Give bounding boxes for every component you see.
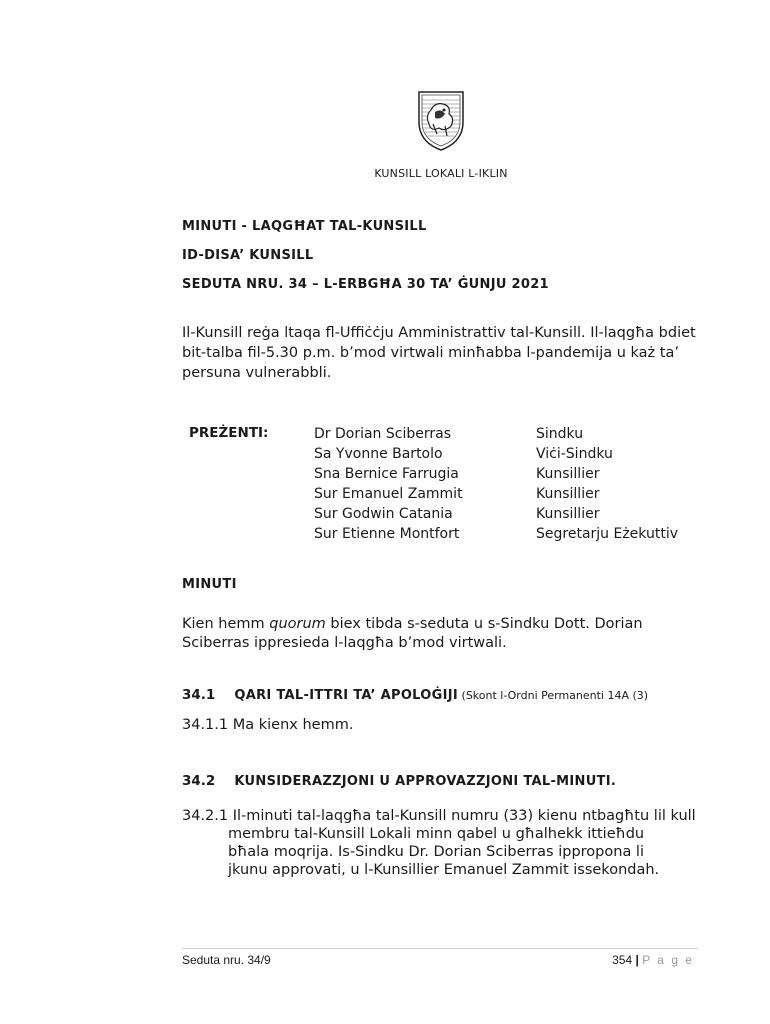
council-term-title: ID-DISA’ KUNSILL — [182, 248, 314, 263]
member-name: Sur Godwin Catania — [314, 506, 453, 522]
section-number: 34.2 — [182, 773, 216, 789]
section-number: 34.1 — [182, 687, 216, 703]
member-role: Kunsillier — [536, 506, 600, 522]
item-paragraph — [182, 716, 712, 734]
item-line: 34.2.1 Il-minuti tal-laqgħa tal-Kunsill numru (33) kienu ntbagħtu lil kull — [182, 808, 696, 824]
minutes-heading: MINUTI — [182, 577, 237, 592]
attendance-row — [314, 424, 678, 444]
item-line: 34.1.1 Ma kienx hemm. — [182, 717, 354, 733]
item-line: bħala moqrija. Is-Sindku Dr. Dorian Sciberras ippropona li — [228, 844, 644, 860]
attendance-row — [314, 484, 678, 504]
attendance-list — [314, 424, 678, 544]
attendance-row — [314, 524, 678, 544]
attendance-row — [314, 464, 678, 484]
member-role: Viċi-Sindku — [536, 446, 613, 462]
member-name: Sur Etienne Montfort — [314, 526, 460, 542]
member-role: Kunsillier — [536, 486, 600, 502]
section-title: KUNSIDERAZZJONI U APPROVAZZJONI TAL-MINUTI. — [234, 774, 617, 789]
page-number: 354 — [612, 953, 633, 967]
quorum-line — [182, 615, 702, 634]
member-name: Sa Yvonne Bartolo — [314, 446, 443, 462]
member-name: Dr Dorian Sciberras — [314, 426, 451, 442]
session-title: SEDUTA NRU. 34 – L-ERBGĦA 30 TA’ ĠUNJU 2021 — [182, 277, 549, 292]
attendance-row — [314, 504, 678, 524]
section-heading — [182, 684, 648, 703]
item-paragraph — [182, 807, 712, 879]
page-word: P a g e — [642, 953, 694, 967]
intro-line: bit-talba fil-5.30 p.m. b’mod virtwali minħabba l-pandemija u każ ta’ — [182, 345, 679, 361]
member-role: Sindku — [536, 426, 584, 442]
quorum-line: Sciberras ippresieda l-laqgħa b’mod virtwali. — [182, 635, 507, 651]
item-line: membru tal-Kunsill Lokali minn qabel u għalhekk ittieħdu — [228, 826, 645, 842]
section-title: QARI TAL-ITTRI TA’ APOLOĠIJI — [234, 688, 459, 703]
member-name: Sur Emanuel Zammit — [314, 486, 463, 502]
intro-paragraph — [182, 323, 702, 383]
intro-line: persuna vulnerabbli. — [182, 365, 332, 381]
council-name: KUNSILL LOKALI L-IKLIN — [374, 167, 508, 180]
quorum-text: Kien hemm — [182, 616, 270, 632]
footer-divider — [182, 948, 698, 949]
intro-line: Il-Kunsill reġa ltaqa fl-Uffiċċju Amministrattiv tal-Kunsill. Il-laqgħa bdiet — [182, 325, 696, 341]
member-role: Kunsillier — [536, 466, 600, 482]
quorum-paragraph — [182, 615, 702, 653]
member-role: Segretarju Eżekuttiv — [536, 526, 678, 542]
attendance-row — [314, 444, 678, 464]
footer-session: Seduta nru. 34/9 — [182, 953, 271, 967]
item-line: jkunu approvati, u l-Kunsillier Emanuel Zammit issekondah. — [228, 862, 660, 878]
page-separator: | — [632, 953, 643, 967]
section-heading — [182, 770, 616, 789]
footer-page — [560, 953, 694, 967]
coat-of-arms-icon — [411, 88, 471, 152]
member-name: Sna Bernice Farrugia — [314, 466, 459, 482]
quorum-text: biex tibda s-seduta u s-Sindku Dott. Dorian — [325, 616, 643, 632]
section-note: (Skont l-Ordni Permanenti 14A (3) — [458, 689, 649, 702]
present-label: PREŻENTI: — [189, 425, 269, 441]
minutes-title: MINUTI - LAQGĦAT TAL-KUNSILL — [182, 219, 427, 234]
quorum-italic: quorum — [269, 616, 326, 632]
